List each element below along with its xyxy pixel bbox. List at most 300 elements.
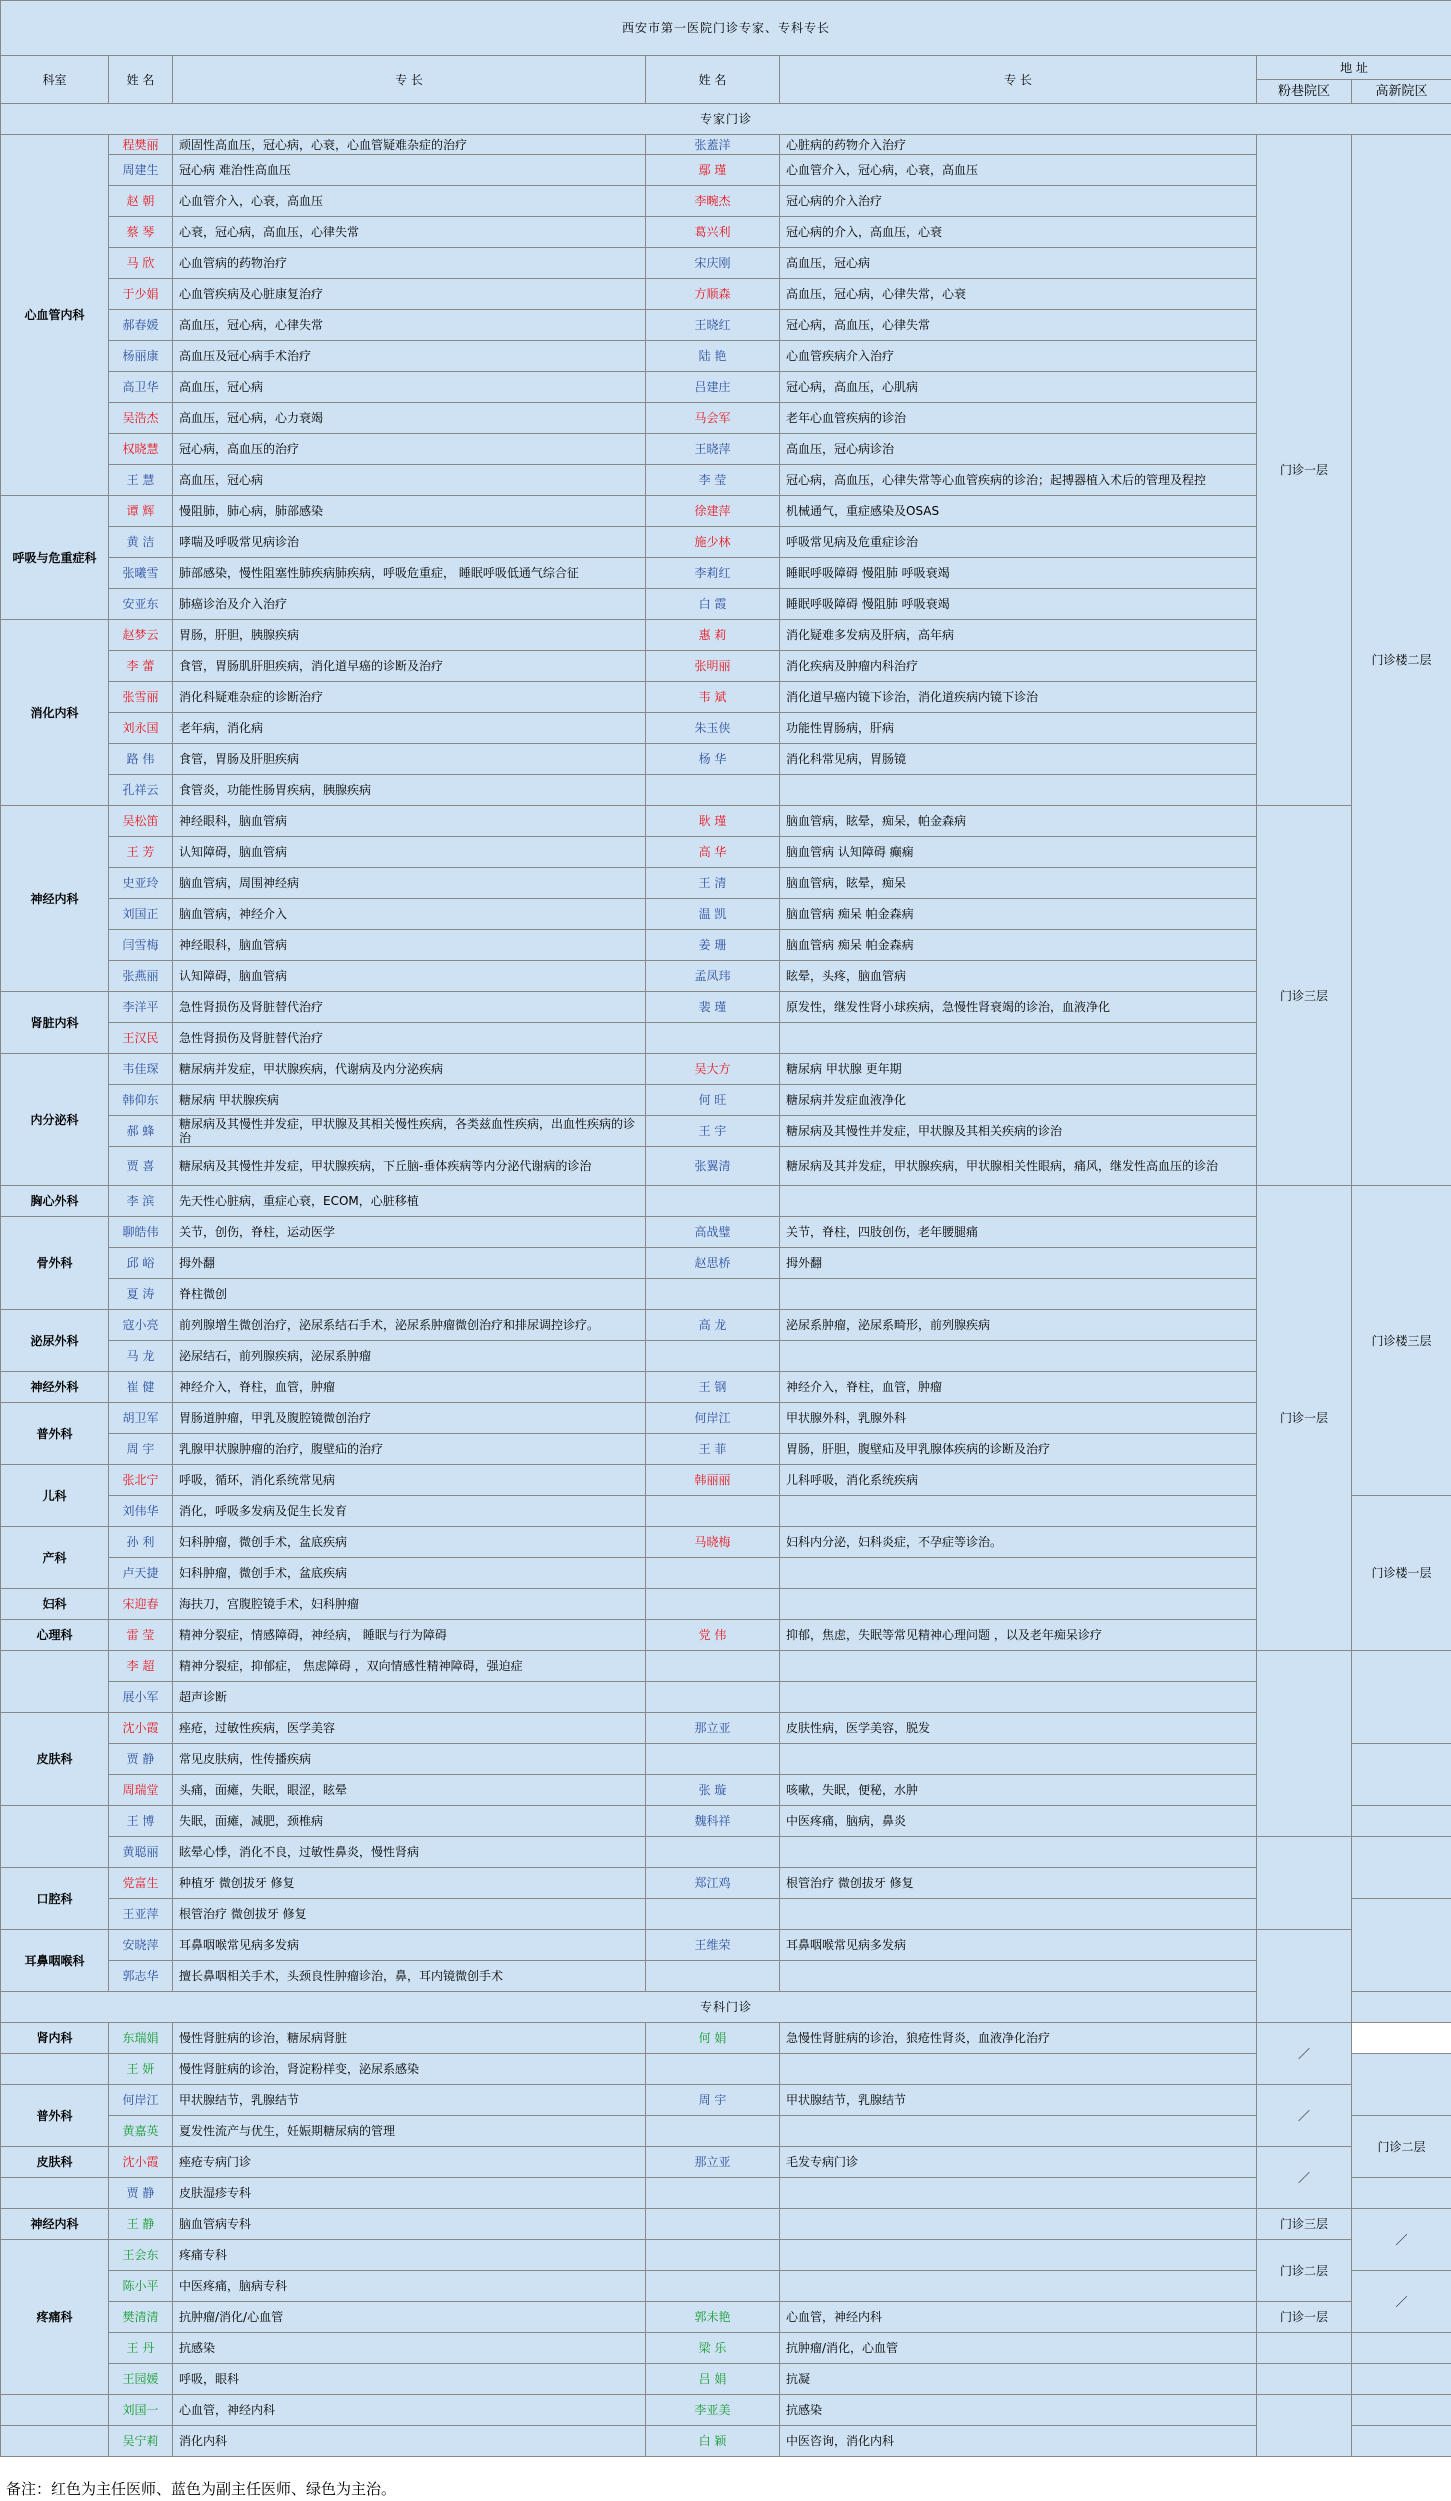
doctor-name: 张雪丽	[109, 682, 173, 713]
doctor-name: 刘国一	[109, 2395, 173, 2426]
legend-note: 备注：红色为主任医师、蓝色为副主任医师、绿色为主治。	[0, 2477, 1451, 2501]
table-row	[1, 1465, 1451, 1496]
doctor-specialty: 消化内科	[173, 2426, 646, 2457]
doctor-name: 李莉红	[646, 558, 780, 589]
doctor-specialty: 擅长鼻咽相关手术，头颈良性肿瘤诊治，鼻，耳内镜微创手术	[173, 1961, 646, 1992]
table-row	[1, 403, 1451, 434]
department-cell: 耳鼻咽喉科	[1, 1930, 109, 1992]
doctor-name: 王 慧	[109, 465, 173, 496]
doctor-name: 李亚美	[646, 2395, 780, 2426]
location-gaoxin: 门诊楼一层	[1352, 1496, 1451, 1651]
doctor-specialty: 糖尿病 甲状腺 更年期	[780, 1054, 1257, 1085]
table-row	[1, 1589, 1451, 1620]
doctor-specialty: 拇外翻	[173, 1248, 646, 1279]
doctor-specialty: 脑血管病，神经介入	[173, 899, 646, 930]
table-row	[1, 1558, 1451, 1589]
table-row	[1, 2023, 1451, 2054]
location-fenxiang	[1352, 2178, 1451, 2209]
doctor-name: 韩丽丽	[646, 1465, 780, 1496]
doctor-specialty: 精神分裂症，情感障碍，神经病， 睡眠与行为障碍	[173, 1620, 646, 1651]
doctor-name: 韦 斌	[646, 682, 780, 713]
doctor-name: 王亚萍	[109, 1899, 173, 1930]
doctor-name: 王晓萍	[646, 434, 780, 465]
table-row	[1, 1527, 1451, 1558]
doctor-specialty: 糖尿病及其慢性并发症，甲状腺疾病，下丘脑-垂体疾病等内分泌代谢病的诊治	[173, 1147, 646, 1186]
table-row	[1, 2178, 1451, 2209]
table-row	[1, 1279, 1451, 1310]
location-gaoxin: 门诊楼三层	[1352, 1186, 1451, 1496]
doctor-specialty: 胃肠，肝胆，胰腺疾病	[173, 620, 646, 651]
doctor-specialty: 前列腺增生微创治疗，泌尿系结石手术，泌尿系肿瘤微创治疗和排尿调控诊疗。	[173, 1310, 646, 1341]
doctor-name: 胡卫军	[109, 1403, 173, 1434]
location-gaoxin	[1352, 1806, 1451, 1837]
doctor-name: 李 莹	[646, 465, 780, 496]
doctor-specialty	[780, 1961, 1257, 1992]
table-row	[1, 1310, 1451, 1341]
doctor-specialty: 咳嗽，失眠，便秘，水肿	[780, 1775, 1257, 1806]
doctor-name: 裴 瑾	[646, 992, 780, 1023]
doctor-specialty: 消化疾病及肿瘤内科治疗	[780, 651, 1257, 682]
doctor-name: 郝 蜂	[109, 1116, 173, 1147]
doctor-specialty: 心血管介入，冠心病，心衰，高血压	[780, 155, 1257, 186]
doctor-specialty: 耳鼻咽喉常见病多发病	[173, 1930, 646, 1961]
doctor-specialty: 脑血管病，眩晕，痴呆，帕金森病	[780, 806, 1257, 837]
table-row	[1, 2302, 1451, 2333]
table-row	[1, 744, 1451, 775]
doctor-name: 郝春媛	[109, 310, 173, 341]
doctor-name	[646, 2178, 780, 2209]
doctor-specialty: 急慢性肾脏病的诊治，狼疮性肾炎，血液净化治疗	[780, 2023, 1257, 2054]
doctor-name: 赵梦云	[109, 620, 173, 651]
doctor-specialty: 精神分裂症，抑郁症， 焦虑障碍 ，双向情感性精神障碍，强迫症	[173, 1651, 646, 1682]
doctor-name: 杨 华	[646, 744, 780, 775]
header-dept: 科室	[1, 56, 109, 104]
table-row	[1, 1713, 1451, 1744]
location-gaoxin	[1352, 2395, 1451, 2426]
doctor-name: 白 颖	[646, 2426, 780, 2457]
doctor-specialty: 头痛，面瘫，失眠，眼涩，眩晕	[173, 1775, 646, 1806]
table-row	[1, 558, 1451, 589]
table-row	[1, 1434, 1451, 1465]
doctor-specialty: 乳腺甲状腺肿瘤的治疗，腹壁疝的治疗	[173, 1434, 646, 1465]
location-gaoxin: ／	[1257, 2023, 1352, 2085]
department-cell: 神经外科	[1, 1372, 109, 1403]
table-row	[1, 1085, 1451, 1116]
doctor-specialty: 种植牙 微创拔牙 修复	[173, 1868, 646, 1899]
doctor-name: 李洋平	[109, 992, 173, 1023]
doctor-specialty	[780, 2116, 1257, 2147]
location-fenxiang: 门诊二层	[1352, 2116, 1451, 2178]
doctor-name: 聊皓伟	[109, 1217, 173, 1248]
table-row	[1, 1837, 1451, 1868]
department-cell	[1, 1806, 109, 1868]
table-row	[1, 2333, 1451, 2364]
table-row	[1, 682, 1451, 713]
doctor-specialty: 脑血管病专科	[173, 2209, 646, 2240]
doctor-name	[646, 1682, 780, 1713]
doctor-specialty: 中医疼痛，脑病专科	[173, 2271, 646, 2302]
doctor-specialty: 冠心病，高血压，心律失常	[780, 310, 1257, 341]
doctor-name: 王 钢	[646, 1372, 780, 1403]
doctor-name	[646, 1837, 780, 1868]
table-row	[1, 434, 1451, 465]
doctor-specialty: 哮喘及呼吸常见病诊治	[173, 527, 646, 558]
doctor-name: 张曦雪	[109, 558, 173, 589]
location-fenxiang	[1257, 1837, 1352, 1930]
doctor-name	[646, 2116, 780, 2147]
doctor-specialty: 超声诊断	[173, 1682, 646, 1713]
doctor-specialty	[780, 1279, 1257, 1310]
doctor-name: 何岸江	[646, 1403, 780, 1434]
doctor-specialty: 泌尿结石，前列腺疾病，泌尿系肿瘤	[173, 1341, 646, 1372]
doctor-specialty: 慢阻肺，肺心病，肺部感染	[173, 496, 646, 527]
doctor-name: 吴大方	[646, 1054, 780, 1085]
doctor-specialty: 根管治疗 微创拔牙 修复	[780, 1868, 1257, 1899]
table-row	[1, 589, 1451, 620]
doctor-name	[646, 1899, 780, 1930]
department-cell: 骨外科	[1, 1217, 109, 1310]
location-fenxiang: 门诊一层	[1257, 2302, 1352, 2333]
department-cell	[1, 1651, 109, 1713]
header-specialty-2: 专 长	[780, 56, 1257, 104]
table-row	[1, 1147, 1451, 1186]
doctor-specialty	[780, 1651, 1257, 1682]
doctor-specialty: 冠心病，高血压，心肌病	[780, 372, 1257, 403]
doctor-specialty: 中医咨询，消化内科	[780, 2426, 1257, 2457]
doctor-name: 王 清	[646, 868, 780, 899]
doctor-specialty: 高血压，冠心病	[173, 372, 646, 403]
table-row	[1, 1341, 1451, 1372]
table-row	[1, 1372, 1451, 1403]
table-row	[1, 1217, 1451, 1248]
doctor-name: 刘国正	[109, 899, 173, 930]
doctor-specialty: 中医疼痛，脑病，鼻炎	[780, 1806, 1257, 1837]
header-name-2: 姓 名	[646, 56, 780, 104]
doctor-name: 赵 朝	[109, 186, 173, 217]
department-cell: 产科	[1, 1527, 109, 1589]
department-cell	[1, 2178, 109, 2209]
doctor-specialty: 儿科呼吸，消化系统疾病	[780, 1465, 1257, 1496]
doctor-specialty: 消化，呼吸多发病及促生长发育	[173, 1496, 646, 1527]
doctor-specialty	[780, 1341, 1257, 1372]
doctor-specialty: 泌尿系肿瘤，泌尿系畸形，前列腺疾病	[780, 1310, 1257, 1341]
table-row	[1, 2271, 1451, 2302]
doctor-name	[646, 1961, 780, 1992]
doctor-specialty	[780, 1589, 1257, 1620]
table-row	[1, 2240, 1451, 2271]
doctor-name: 贾 静	[109, 1744, 173, 1775]
doctor-name: 周建生	[109, 155, 173, 186]
doctor-name: 党富生	[109, 1868, 173, 1899]
doctor-name: 王汉民	[109, 1023, 173, 1054]
location-fenxiang	[1352, 2054, 1451, 2116]
doctor-name: 韩仰东	[109, 1085, 173, 1116]
doctor-specialty: 顽固性高血压，冠心病，心衰，心血管疑难杂症的治疗	[173, 135, 646, 155]
doctor-name: 贾 喜	[109, 1147, 173, 1186]
doctor-name: 张明丽	[646, 651, 780, 682]
location-fenxiang	[1257, 2364, 1352, 2395]
doctor-specialty: 冠心病，高血压的治疗	[173, 434, 646, 465]
doctor-specialty: 糖尿病并发症血液净化	[780, 1085, 1257, 1116]
doctor-specialty: 心脏病的药物介入治疗	[780, 135, 1257, 155]
doctor-name: 吕建庄	[646, 372, 780, 403]
location-gaoxin: ／	[1352, 2271, 1451, 2333]
department-cell: 疼痛科	[1, 2240, 109, 2395]
doctor-name: 郑江鸡	[646, 1868, 780, 1899]
doctor-name: 马晓梅	[646, 1527, 780, 1558]
department-cell: 妇科	[1, 1589, 109, 1620]
doctor-specialty: 消化科常见病，胃肠镜	[780, 744, 1257, 775]
doctor-name: 马 龙	[109, 1341, 173, 1372]
doctor-specialty	[780, 1682, 1257, 1713]
doctor-name: 东瑞娟	[109, 2023, 173, 2054]
doctor-specialty	[780, 1558, 1257, 1589]
doctor-specialty: 糖尿病 甲状腺疾病	[173, 1085, 646, 1116]
doctor-specialty: 糖尿病及其并发症，甲状腺疾病，甲状腺相关性眼病，痛风，继发性高血压的诊治	[780, 1147, 1257, 1186]
table-row	[1, 2147, 1451, 2178]
doctor-specialty: 先天性心脏病，重症心衰，ECOM，心脏移植	[173, 1186, 646, 1217]
table-row	[1, 341, 1451, 372]
doctor-specialty: 甲状腺结节，乳腺结节	[173, 2085, 646, 2116]
doctor-name: 李 超	[109, 1651, 173, 1682]
doctor-specialty: 甲状腺结节，乳腺结节	[780, 2085, 1257, 2116]
doctor-name: 王 静	[109, 2209, 173, 2240]
doctor-name: 何 娟	[646, 2023, 780, 2054]
table-row	[1, 279, 1451, 310]
table-row	[1, 186, 1451, 217]
doctor-name: 王会东	[109, 2240, 173, 2271]
doctor-name: 那立亚	[646, 1713, 780, 1744]
table-row	[1, 1116, 1451, 1147]
doctor-specialty: 冠心病的介入治疗	[780, 186, 1257, 217]
doctor-name: 韦佳琛	[109, 1054, 173, 1085]
doctor-specialty: 食管炎，功能性肠胃疾病，胰腺疾病	[173, 775, 646, 806]
doctor-specialty: 心血管疾病及心脏康复治疗	[173, 279, 646, 310]
location-gaoxin: ／	[1352, 2209, 1451, 2271]
doctor-specialty: 原发性，继发性肾小球疾病，急慢性肾衰竭的诊治，血液净化	[780, 992, 1257, 1023]
location-gaoxin	[1352, 2426, 1451, 2457]
doctor-specialty: 脑血管病，眩晕，痴呆	[780, 868, 1257, 899]
department-cell: 心血管内科	[1, 135, 109, 496]
doctor-name: 郭未艳	[646, 2302, 780, 2333]
location-fenxiang	[1257, 2333, 1352, 2364]
doctor-specialty: 高血压，冠心病，心律失常，心衰	[780, 279, 1257, 310]
doctor-name: 吴宁莉	[109, 2426, 173, 2457]
doctor-name	[646, 2054, 780, 2085]
doctor-name: 朱玉侠	[646, 713, 780, 744]
doctor-name: 高战璧	[646, 1217, 780, 1248]
doctor-specialty: 心血管，神经内科	[780, 2302, 1257, 2333]
doctor-name: 何 旺	[646, 1085, 780, 1116]
table-row	[1, 527, 1451, 558]
doctor-name: 刘永国	[109, 713, 173, 744]
doctor-name: 耿 瑾	[646, 806, 780, 837]
doctor-name: 梁 乐	[646, 2333, 780, 2364]
doctor-name: 温 凯	[646, 899, 780, 930]
doctor-specialty: 急性肾损伤及肾脏替代治疗	[173, 1023, 646, 1054]
table-row	[1, 2085, 1451, 2116]
doctor-name: 宋迎春	[109, 1589, 173, 1620]
doctor-name: 姜 珊	[646, 930, 780, 961]
doctor-specialty: 脑血管病 认知障碍 癫痫	[780, 837, 1257, 868]
doctor-name	[646, 1744, 780, 1775]
doctor-specialty: 拇外翻	[780, 1248, 1257, 1279]
doctor-specialty: 冠心病的介入，高血压，心衰	[780, 217, 1257, 248]
location-gaoxin: 门诊楼二层	[1352, 135, 1451, 1186]
doctor-specialty: 糖尿病并发症，甲状腺疾病，代谢病及内分泌疾病	[173, 1054, 646, 1085]
doctor-specialty: 脑血管病，周围神经病	[173, 868, 646, 899]
department-cell	[1, 2395, 109, 2426]
doctor-specialty	[780, 2209, 1257, 2240]
doctor-specialty: 食管，胃肠肌肝胆疾病，消化道早癌的诊断及治疗	[173, 651, 646, 682]
doctor-specialty	[780, 1837, 1257, 1868]
doctor-specialty: 眩晕，头疼，脑血管病	[780, 961, 1257, 992]
doctor-name: 蔡 琴	[109, 217, 173, 248]
doctor-specialty: 消化疑难多发病及肝病，高年病	[780, 620, 1257, 651]
doctor-specialty	[780, 1899, 1257, 1930]
doctor-specialty: 抗感染	[780, 2395, 1257, 2426]
doctor-name: 施少林	[646, 527, 780, 558]
location-gaoxin: ／	[1257, 2085, 1352, 2147]
table-row	[1, 1054, 1451, 1085]
doctor-name: 陈小平	[109, 2271, 173, 2302]
table-row	[1, 837, 1451, 868]
doctor-name: 王维荣	[646, 1930, 780, 1961]
doctor-specialty: 高血压，冠心病	[780, 248, 1257, 279]
doctor-specialty: 消化科疑难杂症的诊断治疗	[173, 682, 646, 713]
page-title: 西安市第一医院门诊专家、专科专长	[1, 1, 1451, 56]
table-row	[1, 992, 1451, 1023]
doctor-name: 黄嘉英	[109, 2116, 173, 2147]
doctor-name: 郭志华	[109, 1961, 173, 1992]
doctor-name: 王 丹	[109, 2333, 173, 2364]
table-row	[1, 135, 1451, 155]
doctor-specialty: 甲状腺外科，乳腺外科	[780, 1403, 1257, 1434]
doctor-name: 李 滨	[109, 1186, 173, 1217]
doctor-name: 张北宁	[109, 1465, 173, 1496]
doctor-specialty: 皮肤性病，医学美容，脱发	[780, 1713, 1257, 1744]
department-cell: 神经内科	[1, 806, 109, 992]
doctor-name: 沈小霞	[109, 1713, 173, 1744]
doctor-name	[646, 1023, 780, 1054]
location-gaoxin: ／	[1257, 2147, 1352, 2209]
header-campus-fenxiang: 粉巷院区	[1257, 80, 1352, 104]
location-gaoxin	[1352, 1899, 1451, 1992]
doctor-name: 权晓慧	[109, 434, 173, 465]
doctor-name: 沈小霞	[109, 2147, 173, 2178]
doctor-name: 白 霞	[646, 589, 780, 620]
doctor-name: 鄢 瑾	[646, 155, 780, 186]
doctor-specialty: 慢性肾脏病的诊治，糖尿病肾脏	[173, 2023, 646, 2054]
doctor-specialty: 脑血管病 痴呆 帕金森病	[780, 899, 1257, 930]
doctor-name: 展小军	[109, 1682, 173, 1713]
doctor-specialty: 高血压，冠心病，心力衰竭	[173, 403, 646, 434]
doctor-name: 高 龙	[646, 1310, 780, 1341]
doctor-name: 史亚玲	[109, 868, 173, 899]
doctor-specialty	[780, 1744, 1257, 1775]
doctor-name	[646, 2271, 780, 2302]
doctor-specialty: 功能性胃肠病，肝病	[780, 713, 1257, 744]
department-cell: 皮肤科	[1, 2147, 109, 2178]
table-row	[1, 465, 1451, 496]
table-row	[1, 620, 1451, 651]
doctor-specialty: 毛发专病门诊	[780, 2147, 1257, 2178]
doctor-name: 于少娟	[109, 279, 173, 310]
doctor-specialty: 痤疮专病门诊	[173, 2147, 646, 2178]
doctor-name: 王 菲	[646, 1434, 780, 1465]
doctor-name: 张翼清	[646, 1147, 780, 1186]
doctor-specialty: 脊柱微创	[173, 1279, 646, 1310]
doctor-specialty: 抗肿瘤/消化，心血管	[780, 2333, 1257, 2364]
doctor-specialty: 神经眼科，脑血管病	[173, 806, 646, 837]
doctor-name	[646, 1651, 780, 1682]
doctor-specialty: 海扶刀，宫腹腔镜手术，妇科肿瘤	[173, 1589, 646, 1620]
doctor-name: 黄聪丽	[109, 1837, 173, 1868]
doctor-specialty: 机械通气，重症感染及OSAS	[780, 496, 1257, 527]
doctor-specialty: 急性肾损伤及肾脏替代治疗	[173, 992, 646, 1023]
doctor-name: 吴浩杰	[109, 403, 173, 434]
doctor-specialty: 脑血管病 痴呆 帕金森病	[780, 930, 1257, 961]
doctor-specialty: 呼吸常见病及危重症诊治	[780, 527, 1257, 558]
doctor-specialty	[780, 1023, 1257, 1054]
doctor-specialty: 呼吸，循环，消化系统常见病	[173, 1465, 646, 1496]
department-cell: 呼吸与危重症科	[1, 496, 109, 620]
doctor-specialty: 老年病，消化病	[173, 713, 646, 744]
doctor-name	[646, 775, 780, 806]
doctor-specialty: 神经介入，脊柱，血管，肿瘤	[173, 1372, 646, 1403]
table-row	[1, 1682, 1451, 1713]
doctor-specialty: 胃肠，肝胆，腹壁疝及甲乳腺体疾病的诊断及治疗	[780, 1434, 1257, 1465]
doctor-name: 黄 洁	[109, 527, 173, 558]
doctor-name: 张燕丽	[109, 961, 173, 992]
doctor-name: 孔祥云	[109, 775, 173, 806]
doctor-name: 马 欣	[109, 248, 173, 279]
doctor-name: 安亚东	[109, 589, 173, 620]
doctor-name: 李畹杰	[646, 186, 780, 217]
doctor-specialty: 皮肤湿疹专科	[173, 2178, 646, 2209]
table-row	[1, 868, 1451, 899]
doctor-name: 安晓萍	[109, 1930, 173, 1961]
doctor-specialty: 慢性肾脏病的诊治，肾淀粉样变，泌尿系感染	[173, 2054, 646, 2085]
department-cell: 口腔科	[1, 1868, 109, 1930]
doctor-name: 吕 娟	[646, 2364, 780, 2395]
doctor-specialty: 冠心病，高血压，心律失常等心血管疾病的诊治；起搏器植入术后的管理及程控	[780, 465, 1257, 496]
doctor-name: 张 璇	[646, 1775, 780, 1806]
doctor-name: 谭 辉	[109, 496, 173, 527]
table-row	[1, 1806, 1451, 1837]
location-fenxiang: 门诊一层	[1257, 1186, 1352, 1651]
department-cell: 内分泌科	[1, 1054, 109, 1186]
doctor-name	[646, 1279, 780, 1310]
doctor-name: 邱 峪	[109, 1248, 173, 1279]
table-row	[1, 713, 1451, 744]
table-row	[1, 1899, 1451, 1930]
location-gaoxin	[1352, 1837, 1451, 1899]
doctor-name: 吴松笛	[109, 806, 173, 837]
doctor-name: 夏 涛	[109, 1279, 173, 1310]
doctor-name: 方顺森	[646, 279, 780, 310]
doctor-specialty: 耳鼻咽喉常见病多发病	[780, 1930, 1257, 1961]
doctor-name: 何岸江	[109, 2085, 173, 2116]
doctor-name: 刘伟华	[109, 1496, 173, 1527]
doctor-name: 惠 莉	[646, 620, 780, 651]
doctor-name: 葛兴利	[646, 217, 780, 248]
department-cell: 儿科	[1, 1465, 109, 1527]
doctor-name: 周 宇	[109, 1434, 173, 1465]
location-gaoxin	[1352, 2364, 1451, 2395]
doctor-specialty: 妇科内分泌，妇科炎症，不孕症等诊治。	[780, 1527, 1257, 1558]
doctor-name: 王 妍	[109, 2054, 173, 2085]
